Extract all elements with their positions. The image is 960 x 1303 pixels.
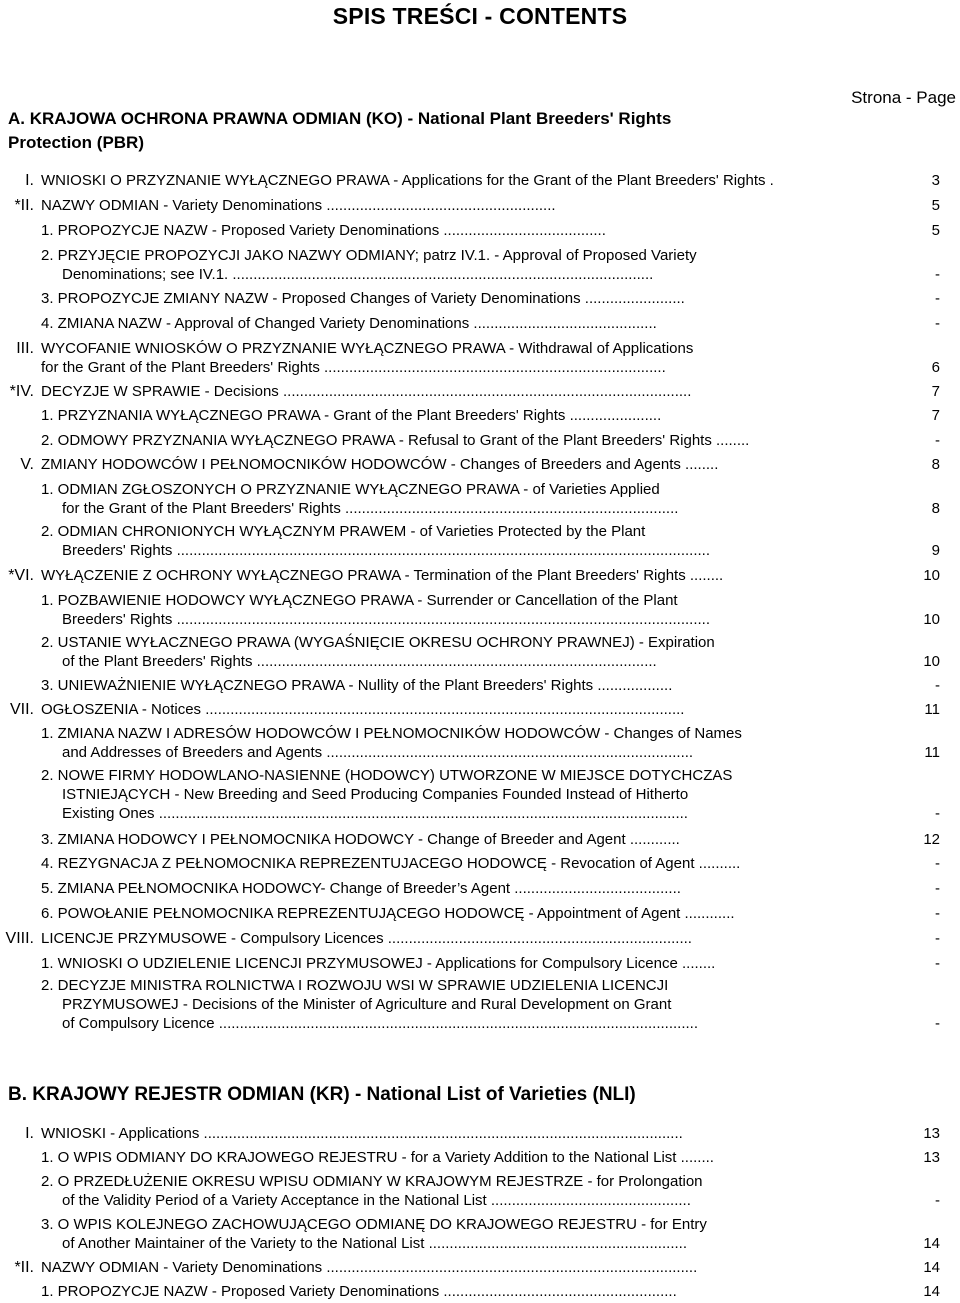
section-a-title-line-2: Protection (PBR) bbox=[8, 133, 144, 152]
toc-entry-line: 1. POZBAWIENIE HODOWCY WYŁĄCZNEGO PRAWA - Surrender or Cancellation of the Plant bbox=[41, 592, 678, 609]
toc-entry-roman-numeral: *VI. bbox=[8, 567, 34, 584]
toc-entry-page-number: 10 bbox=[923, 611, 940, 628]
toc-entry-line: 1. WNIOSKI O UDZIELENIE LICENCJI PRZYMUSOWEJ - Applications for Compulsory Licence ........ bbox=[41, 955, 716, 972]
toc-entry-text bbox=[41, 314, 657, 333]
toc-entry-page-number: - bbox=[935, 955, 940, 972]
toc-entry-page-number: - bbox=[935, 930, 940, 947]
toc-entry-page-number: - bbox=[935, 855, 940, 872]
toc-entry-line: 3. UNIEWAŻNIENIE WYŁĄCZNEGO PRAWA - Nullity of the Plant Breeders' Rights .................. bbox=[41, 677, 673, 694]
toc-entry-text bbox=[41, 1124, 683, 1143]
toc-title: SPIS TREŚCI - CONTENTS bbox=[332, 3, 628, 29]
toc-entry-text bbox=[41, 954, 715, 973]
section-a-title-line-1: A. KRAJOWA OCHRONA PRAWNA ODMIAN (KO) - National Plant Breeders' Rights bbox=[8, 109, 672, 128]
toc-entry-text bbox=[41, 830, 680, 849]
toc-entry-line: 2. DECYZJE MINISTRA ROLNICTWA I ROZWOJU WSI W SPRAWIE UDZIELENIA LICENCJI bbox=[41, 977, 669, 994]
toc-entry-page-number: - bbox=[935, 905, 940, 922]
toc-entry-page-number: - bbox=[935, 677, 940, 694]
toc-entry-roman-numeral: *II. bbox=[14, 197, 34, 214]
toc-entry-line: NAZWY ODMIAN - Variety Denominations ......................................................................................... bbox=[41, 1259, 698, 1276]
toc-entry-roman-numeral: VIII. bbox=[5, 930, 34, 947]
toc-entry-line: 6. POWOŁANIE PEŁNOMOCNIKA REPREZENTUJĄCEGO HODOWCĘ - Appointment of Agent ............ bbox=[41, 905, 735, 922]
section-b-title: B. KRAJOWY REJESTR ODMIAN (KR) - National List of Varieties (NLI) bbox=[8, 1084, 636, 1105]
toc-entry-text bbox=[41, 246, 697, 284]
toc-entry-line: 1. ODMIAN ZGŁOSZONYCH O PRZYZNANIE WYŁĄCZNEGO PRAWA - of Varieties Applied bbox=[41, 481, 660, 498]
toc-entry-line: Breeders' Rights ................................................................................................................................ bbox=[62, 542, 711, 559]
toc-entry-line: and Addresses of Breeders and Agents ........................................................................................ bbox=[62, 744, 694, 761]
toc-entry-text bbox=[41, 1172, 703, 1210]
toc-entry-text bbox=[41, 879, 681, 898]
toc-entry-text bbox=[41, 633, 715, 671]
toc-entry-page-number: - bbox=[935, 880, 940, 897]
toc-entry-line: 3. PROPOZYCJE ZMIANY NAZW - Proposed Changes of Variety Denominations ........................ bbox=[41, 290, 685, 307]
toc-entry-line: for the Grant of the Plant Breeders' Rights ................................................................................ bbox=[62, 500, 679, 517]
toc-entry-page-number: - bbox=[935, 432, 940, 449]
toc-entry-line: 1. PROPOZYCJE NAZW - Proposed Variety Denominations ....................................... bbox=[41, 222, 606, 239]
toc-entry-line: 3. O WPIS KOLEJNEGO ZACHOWUJĄCEGO ODMIANĘ DO KRAJOWEGO REJESTRU - for Entry bbox=[41, 1216, 707, 1233]
toc-entry-page-number: 12 bbox=[923, 831, 940, 848]
toc-entry-page-number: - bbox=[935, 266, 940, 283]
toc-entry-line: Existing Ones ............................................................................................................................... bbox=[62, 805, 688, 822]
toc-entry-page-number: - bbox=[935, 1015, 940, 1032]
toc-entry-roman-numeral: *II. bbox=[14, 1259, 34, 1276]
toc-entry-page-number: - bbox=[935, 290, 940, 307]
toc-entry-page-number: 11 bbox=[924, 701, 940, 718]
toc-entry-text bbox=[41, 976, 698, 1033]
toc-entry-text bbox=[41, 929, 692, 948]
toc-entry-line: LICENCJE PRZYMUSOWE - Compulsory Licences ......................................................................... bbox=[41, 930, 692, 947]
toc-entry-line: of the Validity Period of a Variety Acceptance in the National List ................................................ bbox=[62, 1192, 691, 1209]
toc-entry-text bbox=[41, 289, 685, 308]
toc-entry-page-number: 5 bbox=[931, 197, 940, 214]
toc-entry-line: for the Grant of the Plant Breeders' Rights .................................................................................. bbox=[41, 359, 666, 376]
toc-entry-text bbox=[41, 1148, 714, 1167]
toc-entry-roman-numeral: I. bbox=[25, 1125, 34, 1142]
toc-entry-line: 2. ODMIAN CHRONIONYCH WYŁĄCZNYM PRAWEM - of Varieties Protected by the Plant bbox=[41, 523, 646, 540]
toc-entry-line: 2. O PRZEDŁUŻENIE OKRESU WPISU ODMIANY W KRAJOWYM REJESTRZE - for Prolongation bbox=[41, 1173, 703, 1190]
page-column-header: Strona - Page bbox=[851, 88, 956, 107]
toc-entry-page-number: 10 bbox=[923, 653, 940, 670]
toc-entry-line: WYCOFANIE WNIOSKÓW O PRZYZNANIE WYŁĄCZNEGO PRAWA - Withdrawal of Applications bbox=[41, 340, 694, 357]
toc-entry-page-number: 5 bbox=[931, 222, 940, 239]
section-a-title bbox=[8, 107, 671, 155]
toc-entry-text bbox=[41, 1282, 677, 1301]
toc-entry-page-number: 8 bbox=[931, 500, 940, 517]
toc-entry-page-number: 10 bbox=[923, 567, 940, 584]
toc-entry-page-number: 9 bbox=[931, 542, 940, 559]
toc-entry-roman-numeral: I. bbox=[25, 172, 34, 189]
toc-entry-page-number: 6 bbox=[931, 359, 940, 376]
toc-entry-text bbox=[41, 700, 684, 719]
toc-entry-page-number: 11 bbox=[924, 744, 940, 761]
toc-entry-line: 1. ZMIANA NAZW I ADRESÓW HODOWCÓW I PEŁNOMOCNIKÓW HODOWCÓW - Changes of Names bbox=[41, 725, 742, 742]
toc-entry-page-number: 14 bbox=[923, 1259, 940, 1276]
toc-entry-text bbox=[41, 480, 678, 518]
toc-entry-text bbox=[41, 171, 774, 190]
toc-entry-line: 1. O WPIS ODMIANY DO KRAJOWEGO REJESTRU - for a Variety Addition to the National List ........ bbox=[41, 1149, 714, 1166]
toc-entry-line: Denominations; see IV.1. ..................................................................................................... bbox=[62, 266, 654, 283]
toc-entry-line: Breeders' Rights ................................................................................................................................ bbox=[62, 611, 711, 628]
toc-entry-roman-numeral: III. bbox=[16, 340, 34, 357]
toc-entry-line: 4. ZMIANA NAZW - Approval of Changed Variety Denominations ............................................ bbox=[41, 315, 657, 332]
toc-entry-text bbox=[41, 566, 723, 585]
toc-entry-text bbox=[41, 1258, 697, 1277]
toc-entry-text bbox=[41, 196, 556, 215]
toc-entry-text bbox=[41, 221, 606, 240]
toc-entry-page-number: - bbox=[935, 805, 940, 822]
toc-entry-line: 5. ZMIANA PEŁNOMOCNIKA HODOWCY- Change of Breeder’s Agent ........................................ bbox=[41, 880, 681, 897]
toc-entry-line: ISTNIEJĄCYCH - New Breeding and Seed Producing Companies Founded Instead of Hitherto bbox=[62, 786, 689, 803]
toc-entry-page-number: - bbox=[935, 1192, 940, 1209]
toc-entry-text bbox=[41, 676, 672, 695]
toc-entry-text bbox=[41, 455, 718, 474]
toc-entry-line: of Compulsory Licence ................................................................................................................... bbox=[62, 1015, 698, 1032]
toc-entry-line: 2. NOWE FIRMY HODOWLANO-NASIENNE (HODOWCY) UTWORZONE W MIEJSCE DOTYCHCZAS bbox=[41, 767, 733, 784]
toc-entry-line: DECYZJE W SPRAWIE - Decisions .................................................................................................. bbox=[41, 383, 692, 400]
toc-entry-roman-numeral: V. bbox=[20, 456, 34, 473]
toc-entry-page-number: - bbox=[935, 315, 940, 332]
toc-entry-text bbox=[41, 854, 740, 873]
toc-entry-line: 4. REZYGNACJA Z PEŁNOMOCNIKA REPREZENTUJACEGO HODOWCĘ - Revocation of Agent .......... bbox=[41, 855, 741, 872]
toc-entry-page-number: 7 bbox=[931, 407, 940, 424]
toc-entry-text bbox=[41, 724, 742, 762]
toc-entry-text bbox=[41, 591, 710, 629]
toc-entry-text bbox=[41, 382, 691, 401]
toc-entry-line: NAZWY ODMIAN - Variety Denominations ....................................................... bbox=[41, 197, 556, 214]
toc-entry-line: 2. ODMOWY PRZYZNANIA WYŁĄCZNEGO PRAWA - Refusal to Grant of the Plant Breeders' Rights ........ bbox=[41, 432, 750, 449]
toc-entry-line: of the Plant Breeders' Rights ................................................................................................ bbox=[62, 653, 657, 670]
toc-entry-line: 2. PRZYJĘCIE PROPOZYCJI JAKO NAZWY ODMIANY; patrz IV.1. - Approval of Proposed Variety bbox=[41, 247, 697, 264]
toc-entry-page-number: 14 bbox=[923, 1235, 940, 1252]
toc-entry-text bbox=[41, 431, 749, 450]
toc-entry-line: 1. PRZYZNANIA WYŁĄCZNEGO PRAWA - Grant of the Plant Breeders' Rights ...................... bbox=[41, 407, 662, 424]
toc-entry-text bbox=[41, 522, 710, 560]
toc-entry-text bbox=[41, 1215, 707, 1253]
toc-entry-text bbox=[41, 766, 732, 823]
toc-entry-page-number: 13 bbox=[923, 1149, 940, 1166]
toc-entry-page-number: 7 bbox=[931, 383, 940, 400]
toc-entry-line: of Another Maintainer of the Variety to the National List .............................................................. bbox=[62, 1235, 687, 1252]
toc-entry-line: 1. PROPOZYCJE NAZW - Proposed Variety Denominations ........................................................ bbox=[41, 1283, 677, 1300]
toc-entry-line: WNIOSKI O PRZYZNANIE WYŁĄCZNEGO PRAWA - Applications for the Grant of the Plant Breeders' Rights . bbox=[41, 172, 774, 189]
toc-entry-line: 3. ZMIANA HODOWCY I PEŁNOMOCNIKA HODOWCY - Change of Breeder and Agent ............ bbox=[41, 831, 680, 848]
toc-entry-page-number: 13 bbox=[923, 1125, 940, 1142]
toc-entry-page-number: 8 bbox=[931, 456, 940, 473]
toc-entry-line: 2. USTANIE WYŁACZNEGO PRAWA (WYGAŚNIĘCIE OKRESU OCHRONY PRAWNEJ) - Expiration bbox=[41, 634, 715, 651]
toc-entry-page-number: 3 bbox=[931, 172, 940, 189]
toc-entry-line: WNIOSKI - Applications ................................................................................................................... bbox=[41, 1125, 683, 1142]
toc-entry-line: PRZYMUSOWEJ - Decisions of the Minister of Agriculture and Rural Development on Grant bbox=[62, 996, 672, 1013]
toc-entry-line: ZMIANY HODOWCÓW I PEŁNOMOCNIKÓW HODOWCÓW - Changes of Breeders and Agents ........ bbox=[41, 456, 719, 473]
toc-entry-roman-numeral: VII. bbox=[9, 701, 34, 718]
toc-entry-line: WYŁĄCZENIE Z OCHRONY WYŁĄCZNEGO PRAWA - Termination of the Plant Breeders' Rights ........ bbox=[41, 567, 724, 584]
toc-entry-roman-numeral: *IV. bbox=[9, 383, 34, 400]
toc-entry-line: OGŁOSZENIA - Notices ................................................................................................................... bbox=[41, 701, 685, 718]
toc-entry-text bbox=[41, 904, 735, 923]
toc-entry-page-number: 14 bbox=[923, 1283, 940, 1300]
toc-entry-text bbox=[41, 339, 693, 377]
toc-entry-text bbox=[41, 406, 661, 425]
